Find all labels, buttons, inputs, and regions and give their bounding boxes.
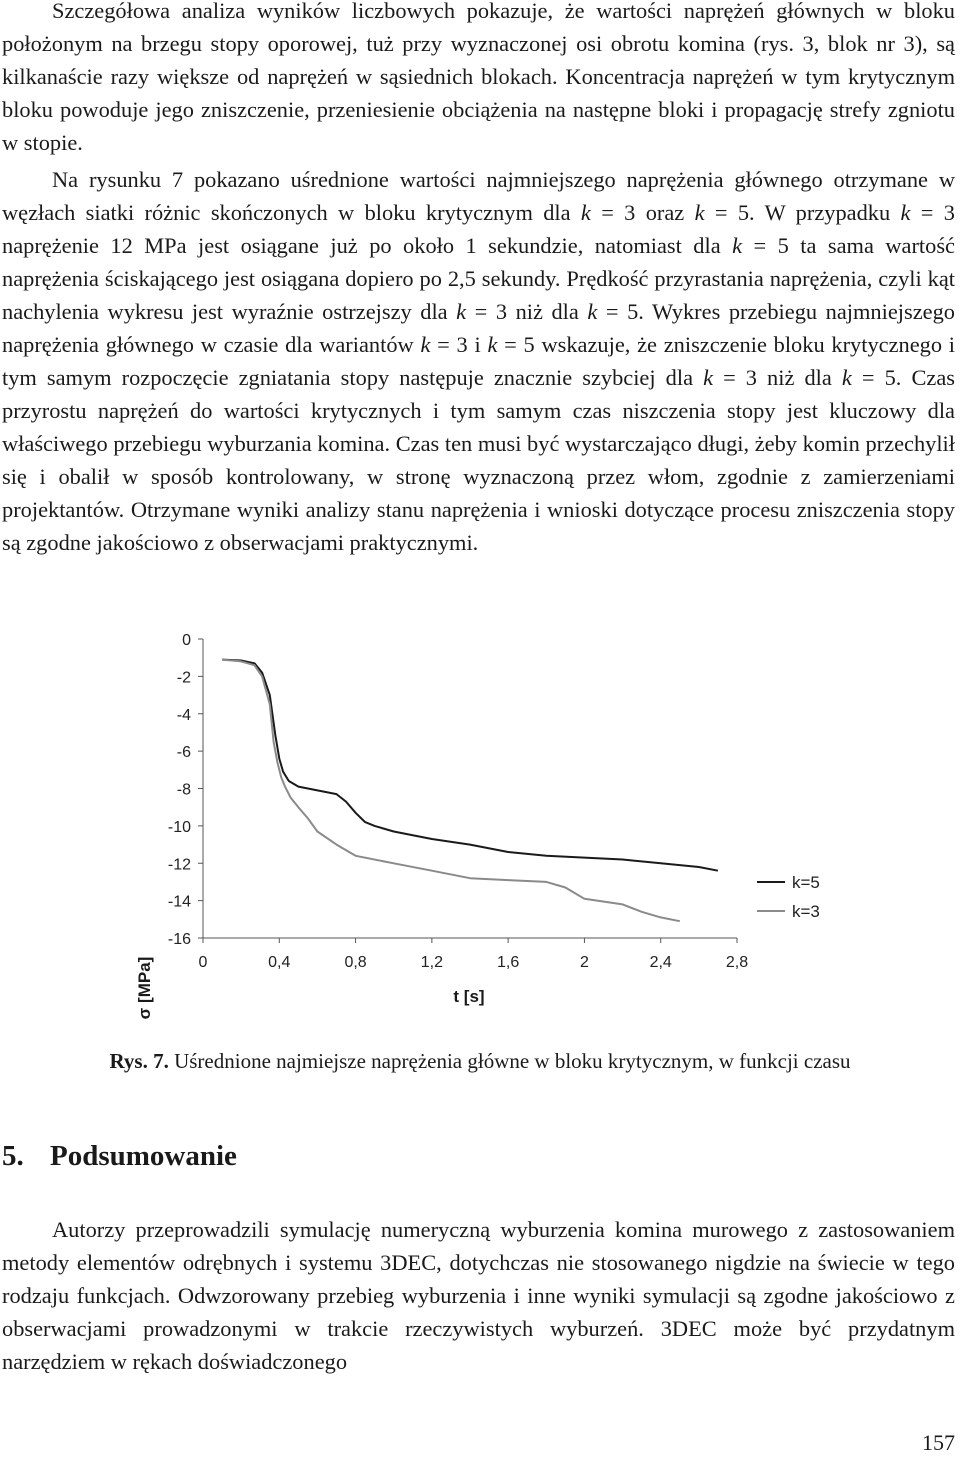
x-axis-label: t [s] <box>453 987 485 1006</box>
text-run: = 5. Czas przyrostu naprężeń do wartości krytycznych i tym samym czas niszczenia stopy jest kluczowy dla właściwego przebiegu wyburzania komina. Czas ten musi być wystarczająco długi, żeby komin przechylił się i obalił w sposób kontrolowany, w stronę wyznaczoną przez włom, zgodnie z zamierzeniami projektantów. Otrzymane wyniki analizy stanu naprężenia i wnioski dotyczące procesu zniszczenia stopy są zgodne jakościowo z obserwacjami praktycznymi. <box>2 365 955 555</box>
series-line-k-5 <box>222 660 718 871</box>
paragraph-summary: Autorzy przeprowadzili symulację numeryczną wyburzenia komina murowego z zastosowaniem metody elementów odrębnych i systemu 3DEC, dotychczas nie stosowanego nigdzie na świecie w tego rodzaju funkcjach. Odwzorowany przebieg wyburzenia i inne wyniki symulacji są zgodne jakościowo z obserwacjami prowadzonymi w trakcie rzeczywistych wyburzeń. 3DEC może być przydatnym narzędziem w rękach doświadczonego <box>2 1217 955 1374</box>
symbol-k: k <box>694 200 705 225</box>
x-tick-label: 0,4 <box>268 954 291 971</box>
symbol-k: k <box>841 365 852 390</box>
caption-text: Uśrednione najmiejsze naprężenia główne w bloku krytycznym, w funkcji czasu <box>168 1049 851 1073</box>
section-number: 5. <box>2 1140 24 1172</box>
y-axis-label: σ [MPa] <box>135 956 154 1020</box>
symbol-k: k <box>456 299 467 324</box>
x-tick-label: 2 <box>579 954 589 971</box>
text-run: = 5. Wykres przebiegu najmniejszego naprężenia głównego w czasie dla wariantów <box>2 299 955 357</box>
legend-label: k=3 <box>792 902 820 921</box>
y-tick-label: -12 <box>167 856 191 874</box>
text-run: = 3 niż dla <box>713 365 842 390</box>
y-tick-label: -14 <box>167 893 191 911</box>
text-run: = 5. W przypadku <box>704 200 901 225</box>
symbol-k: k <box>732 233 743 258</box>
caption-label: Rys. 7. <box>109 1049 169 1073</box>
y-tick-label: -2 <box>176 669 191 687</box>
x-tick-label: 2,4 <box>649 954 672 971</box>
y-tick-label: -8 <box>176 781 191 799</box>
page-number: 157 <box>922 1430 955 1455</box>
chart-axes <box>203 639 737 938</box>
section-heading <box>2 1136 237 1176</box>
y-tick-label: 0 <box>182 632 191 649</box>
text-run: Na rysunku 7 pokazano uśrednione wartości najmniejszego naprężenia głównego otrzymane w węzłach siatki różnic skończonych w bloku krytycznym dla <box>2 167 955 225</box>
x-tick-label: 0 <box>198 954 208 971</box>
chart-legend <box>757 873 820 921</box>
x-tick-label: 1,6 <box>497 954 520 971</box>
text-run: = 3 oraz <box>590 200 695 225</box>
y-tick-label: -16 <box>167 931 191 948</box>
x-tick-label: 2,8 <box>725 954 749 971</box>
symbol-k: k <box>420 332 431 357</box>
figure-caption <box>0 1046 960 1076</box>
text-run: = 3 naprężenie 12 MPa jest osiągane już po około 1 sekundzie, natomiast dla <box>2 200 955 258</box>
symbol-k: k <box>487 332 498 357</box>
chart-ticks <box>168 632 748 971</box>
x-tick-label: 0,8 <box>344 954 367 971</box>
symbol-k: k <box>900 200 911 225</box>
section-title: Podsumowanie <box>50 1140 237 1172</box>
text-run: = 3 niż dla <box>466 299 588 324</box>
y-tick-label: -4 <box>176 706 191 724</box>
legend-label: k=5 <box>792 873 820 892</box>
text-run: = 5 wskazuje, że zniszczenie bloku krytycznego i tym samym rozpoczęcie zgniatania stopy następuje znacznie szybciej dla <box>2 332 956 390</box>
text-run: = 3 i <box>430 332 488 357</box>
series-line-k-3 <box>222 660 680 922</box>
chart-series <box>222 660 718 922</box>
paragraph-stress-analysis: Szczegółowa analiza wyników liczbowych pokazuje, że wartości naprężeń głównych w bloku położonym na brzegu stopy oporowej, tuż przy wyznaczonej osi obrotu komina (rys. 3, blok nr 3), są kilkanaście razy większe od naprężeń w sąsiednich blokach. Koncentracja naprężeń w tym krytycznym bloku powoduje jego zniszczenie, przeniesienie obciążenia na następne bloki i propagację strefy zgniotu w stopie. <box>2 0 955 155</box>
symbol-k: k <box>580 200 591 225</box>
y-tick-label: -10 <box>167 818 191 836</box>
paragraph-figure-discussion <box>2 163 955 559</box>
symbol-k: k <box>703 365 714 390</box>
text-run: = 5 ta sama wartość naprężenia ściskającego jest osiągana dopiero po 2,5 sekundy. Prędkość przyrastania naprężenia, czyli kąt nachylenia wykresu jest wyraźnie ostrzejszy dla <box>2 233 955 324</box>
x-tick-label: 1,2 <box>420 954 443 971</box>
y-tick-label: -6 <box>176 744 191 762</box>
symbol-k: k <box>587 299 598 324</box>
stress-time-chart <box>0 620 960 1040</box>
